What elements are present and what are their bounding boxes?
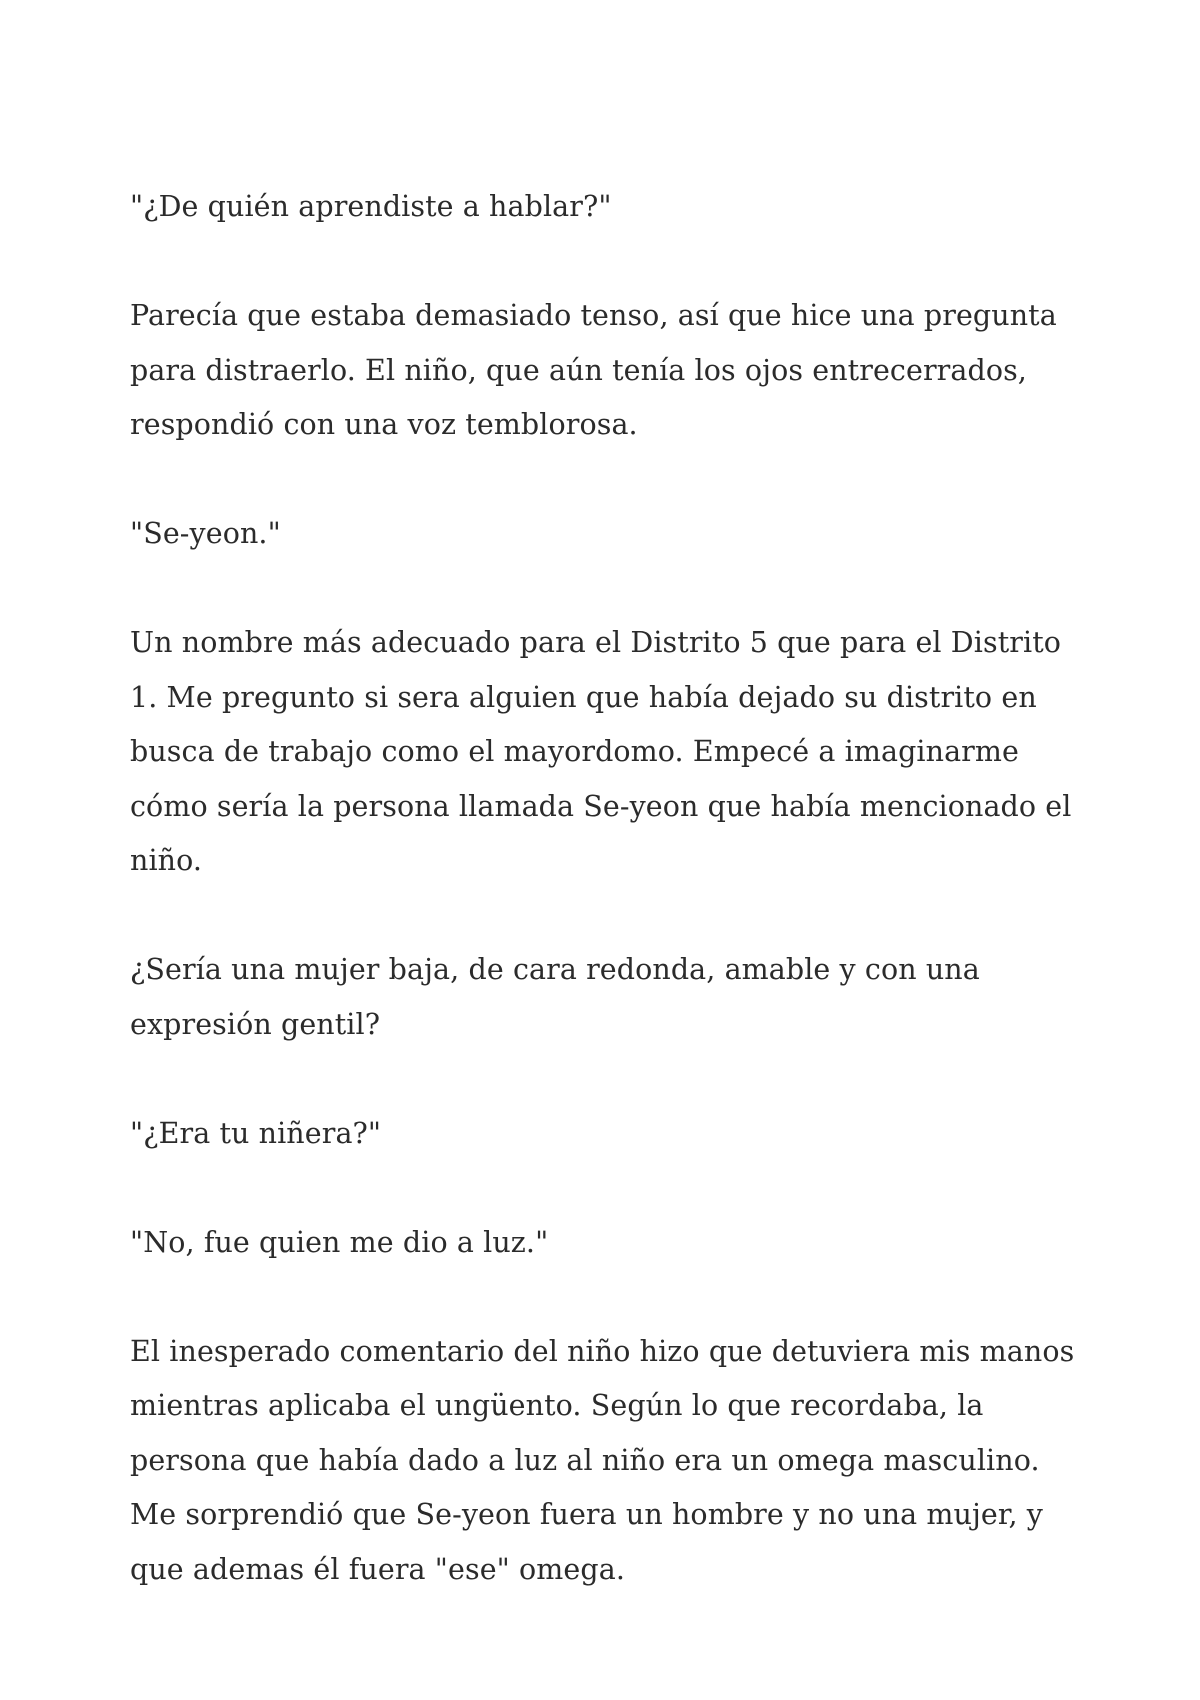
document-page [130, 180, 1090, 1597]
paragraph-dialogue-seyeon: "Se-yeon." [130, 517, 281, 550]
paragraph-narration-tense: Parecía que estaba demasiado tenso, así que hice una pregunta para distraerlo. El niño, que aún tenía los ojos entrecerrados, respondió con una voz temblorosa. [130, 299, 1057, 441]
paragraph-narration-imagine: ¿Sería una mujer baja, de cara redonda, amable y con una expresión gentil? [130, 953, 980, 1041]
paragraph-dialogue-birth: "No, fue quien me dio a luz." [130, 1225, 549, 1259]
paragraph-dialogue-nanny: "¿Era tu niñera?" [130, 1116, 382, 1150]
paragraph-dialogue-question: "¿De quién aprendiste a hablar?" [130, 190, 612, 223]
paragraph-narration-district: Un nombre más adecuado para el Distrito 5 que para el Distrito 1. Me pregunto si sera alguien que había dejado su distrito en busca de trabajo como el mayordomo. Empecé a imaginarme cómo sería la persona llamada Se-yeon que había mencionado el niño. [130, 626, 1072, 877]
paragraph-narration-omega: El inesperado comentario del niño hizo que detuviera mis manos mientras aplicaba el ungüento. Según lo que recordaba, la persona que había dado a luz al niño era un omega masculino. Me sorprendió que Se-yeon fuera un hombre y no una mujer, y que ademas él fuera "ese" omega. [130, 1334, 1075, 1586]
